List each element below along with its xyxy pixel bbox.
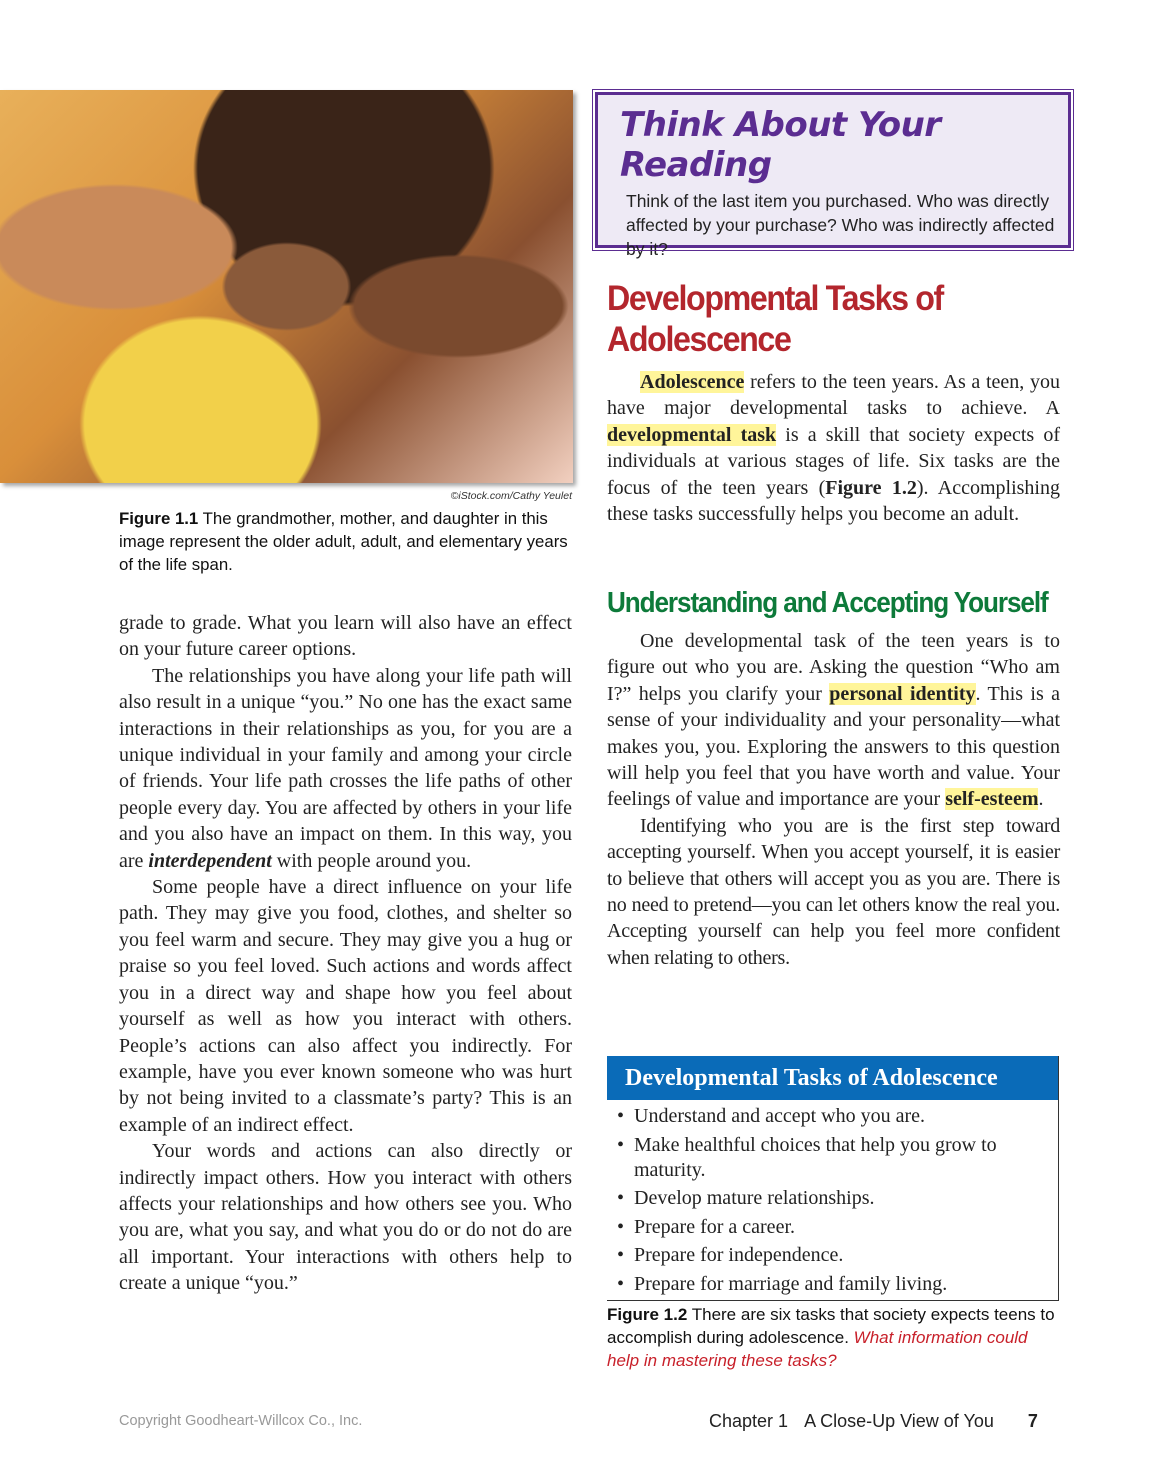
chapter-label: Chapter 1 <box>709 1411 789 1431</box>
task-list <box>607 1104 1058 1297</box>
text: with people around you. <box>271 849 472 872</box>
text: . This is a sense of your individuality and your personality—what makes you, you. Exploring the answers to this question will help you feel that you have worth and value. Your feelings of value and importance are your <box>607 682 1060 811</box>
text: One developmental task of the teen years is to figure out who you are. Asking the question “Who am I?” helps you clarify your <box>607 630 1060 705</box>
task-list-title: Developmental Tasks of Adolescence <box>607 1056 1058 1100</box>
subsection-heading: Understanding and Accepting Yourself <box>607 587 1048 619</box>
section-heading <box>607 278 943 360</box>
caption-question: What information could help in mastering these tasks? <box>607 1328 1028 1370</box>
section-2-body <box>607 628 1060 971</box>
text: . <box>1038 788 1044 811</box>
copyright: Copyright Goodheart-Willcox Co., Inc. <box>119 1413 363 1429</box>
text: ). Accomplishing these tasks successfully helps you become an adult. <box>607 476 1060 526</box>
figure-label: Figure 1.2 <box>607 1305 688 1324</box>
think-about-your-reading-box <box>595 92 1071 259</box>
section-1-body <box>607 369 1060 527</box>
caption-text: There are six tasks that society expects teens to accomplish during adolescence. <box>607 1305 1055 1347</box>
figure-1-1-caption <box>119 507 574 576</box>
page-number: 7 <box>1027 1411 1038 1431</box>
left-column <box>119 610 572 1297</box>
caption-text: The grandmother, mother, and daughter in this image represent the older adult, adult, and elementary years of the life span. <box>119 509 568 574</box>
key-term-adolescence: Adolescence <box>640 371 745 393</box>
paragraph <box>119 663 572 874</box>
paragraph: Identifying who you are is the first step toward accepting yourself. When you accept yourself, it is easier to believe that others will accept you as you are. There is no need to pretend—you can let others know the real you. Accepting yourself can help you feel more confident when relating to others. <box>607 814 1060 969</box>
list-item: • Understand and accept who you are. <box>617 1104 1058 1129</box>
paragraph: grade to grade. What you learn will also have an effect on your future career options. <box>119 612 572 661</box>
list-item: • Prepare for a career. <box>617 1215 1058 1240</box>
photo-credit: ©iStock.com/Cathy Yeulet <box>450 490 572 502</box>
heading-line: Developmental Tasks of <box>607 279 943 318</box>
key-term-self-esteem: self-esteem <box>945 788 1039 811</box>
text: refers to the teen years. As a teen, you have major developmental tasks to achieve. A <box>607 371 1060 420</box>
figure-label: Figure 1.1 <box>119 509 199 528</box>
heading-line: Adolescence <box>607 320 791 359</box>
think-box-title: Think About Your Reading <box>620 105 941 185</box>
think-box-text: Think of the last item you purchased. Who was directly affected by your purchase? Who was indirectly affected by it? <box>626 191 1055 259</box>
list-item: • Develop mature relationships. <box>617 1186 1058 1211</box>
list-item: • Prepare for independence. <box>617 1243 1058 1268</box>
list-item: • Make healthful choices that help you grow to maturity. <box>617 1133 1058 1183</box>
text: is a skill that society expects of individuals at various stages of life. Six tasks are the focus of the teen years ( <box>607 423 1060 499</box>
running-footer <box>709 1411 1038 1432</box>
list-item: • Prepare for marriage and family living. <box>617 1272 1058 1297</box>
paragraph: Some people have a direct influence on your life path. They may give you food, clothes, and shelter so you feel warm and secure. They may give you a hug or praise so you feel loved. Such actions and words affect you in a direct way and shape how you feel about yourself as well as how you interact with others. People’s actions can also affect you indirectly. For example, have you ever known someone who was hurt by not being invited to a classmate’s party? This is an example of an indirect effect. <box>119 876 572 1136</box>
chapter-title: A Close-Up View of You <box>804 1411 994 1431</box>
figure-1-2-caption <box>607 1303 1057 1372</box>
key-term-developmental-task: developmental task <box>607 423 777 446</box>
paragraph <box>607 628 1060 813</box>
photo-frame <box>0 90 573 483</box>
key-term-interdependent: interdependent <box>148 849 272 872</box>
figure-reference: Figure 1.2 <box>825 476 917 499</box>
figure-1-2-task-list <box>607 1056 1059 1301</box>
text: The relationships you have along your life path will also result in a unique “you.” No one has the exact same interactions in their relationships as you, for you are a unique individual in your family and among your circle of friends. Your life path crosses the life paths of other people every day. You are affected by others in your life and you also have an impact on them. In this way, you are <box>119 664 572 872</box>
key-term-personal-identity: personal identity <box>829 682 976 705</box>
paragraph: Your words and actions can also directly or indirectly impact others. How you interact with others affects your relationships and how others see you. Who you are, what you say, and what you do or do not do are all important. Your interactions with others help to create a unique “you.” <box>119 1140 572 1295</box>
paragraph <box>607 369 1060 527</box>
